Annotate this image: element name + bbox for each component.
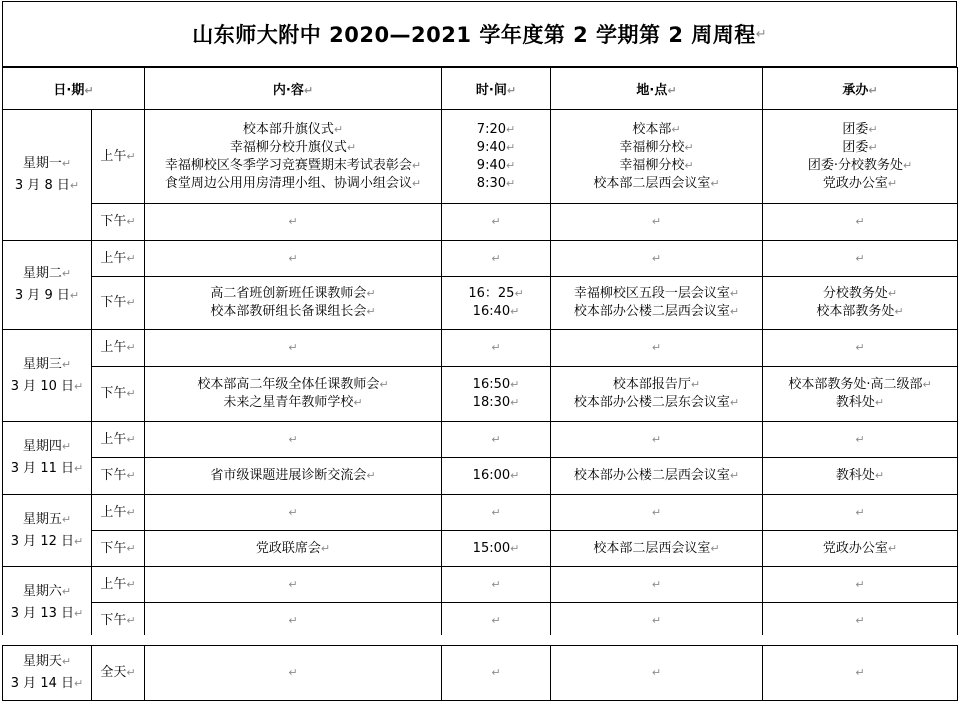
content-cell	[145, 646, 442, 701]
time-cell	[442, 495, 551, 531]
time-cell-line: 16：25↵	[468, 286, 524, 301]
content-cell	[145, 367, 442, 422]
day-label-line: 3 月 13 日↵	[10, 605, 84, 621]
paragraph-mark: ↵	[651, 505, 662, 519]
organizer-cell	[763, 567, 958, 603]
place-cell	[551, 241, 763, 277]
time-cell	[442, 367, 551, 422]
paragraph-mark: ↵	[288, 577, 298, 591]
organizer-cell	[763, 495, 958, 531]
day-label-line: 星期三↵	[22, 356, 72, 372]
place-cell	[551, 204, 763, 241]
place-cell-line: 校本部办公楼二层西会议室↵	[573, 468, 740, 483]
day-label-line: 3 月 11 日↵	[10, 461, 84, 476]
place-cell-line: 校本部二层西会议室↵	[593, 540, 720, 556]
time-cell-line: 8:30↵	[476, 175, 516, 191]
schedule-row-am	[3, 330, 958, 367]
organizer-cell-line: 教科处↵	[835, 395, 885, 410]
place-cell-line: 幸福柳校区五段一层会议室↵	[573, 286, 740, 301]
organizer-cell-line: 校本部教务处·高二级部↵	[788, 377, 932, 392]
content-cell	[145, 531, 442, 567]
paragraph-mark: ↵	[491, 432, 501, 446]
period-label: 下午↵	[92, 531, 145, 567]
content-cell	[145, 204, 442, 241]
content-cell-line: 校本部升旗仪式↵	[242, 121, 344, 137]
organizer-cell	[763, 603, 958, 639]
day-label-line: 3 月 8 日↵	[14, 178, 80, 193]
schedule-row-pm	[3, 367, 958, 422]
day-label-line: 星期四↵	[22, 439, 72, 454]
content-cell	[145, 603, 442, 639]
paragraph-mark: ↵	[651, 432, 662, 446]
day-label	[3, 567, 92, 639]
period-label: 下午↵	[92, 277, 145, 330]
organizer-cell	[763, 110, 958, 204]
paragraph-mark: ↵	[491, 666, 501, 679]
place-cell	[551, 531, 763, 567]
content-cell	[145, 458, 442, 495]
place-cell-line: 校本部↵	[632, 121, 681, 137]
day-label-line: 星期一↵	[22, 156, 72, 171]
organizer-cell-line: 党政办公室↵	[822, 540, 898, 556]
day-label-line: 星期二↵	[22, 266, 72, 281]
schedule-row-pm	[3, 204, 958, 241]
content-cell	[145, 241, 442, 277]
schedule-row-pm	[3, 277, 958, 330]
header-date: 日·期↵	[3, 68, 145, 110]
time-cell-line: 9:40↵	[476, 157, 516, 173]
header-organizer: 承办↵	[763, 68, 958, 110]
schedule-row-pm	[3, 603, 958, 639]
organizer-cell-line: 分校教务处↵	[822, 286, 898, 301]
paragraph-mark: ↵	[288, 505, 298, 519]
period-label: 下午↵	[92, 204, 145, 241]
time-cell-line: 16:40↵	[472, 304, 520, 319]
day-label	[3, 110, 92, 241]
place-cell	[551, 458, 763, 495]
period-label: 上午↵	[92, 241, 145, 277]
header-content: 内·容↵	[145, 68, 442, 110]
time-cell-line: 16:50↵	[472, 377, 520, 392]
page-title: 山东师大附中 2020—2021 学年度第 2 学期第 2 周周程	[192, 23, 756, 47]
paragraph-mark: ↵	[491, 577, 501, 591]
content-cell	[145, 422, 442, 458]
paragraph-mark: ↵	[288, 432, 298, 446]
organizer-cell-line: 教科处↵	[835, 468, 885, 483]
paragraph-mark: ↵	[288, 613, 298, 627]
sunday-table	[2, 645, 958, 701]
day-label-line: 3 月 14 日↵	[10, 676, 84, 691]
time-cell-line: 15:00↵	[472, 540, 520, 556]
day-label	[3, 422, 92, 495]
place-cell	[551, 603, 763, 639]
paragraph-mark: ↵	[755, 26, 767, 42]
day-label-line: 星期五↵	[22, 511, 72, 527]
day-label-line: 3 月 9 日↵	[14, 288, 80, 303]
period-label: 下午↵	[92, 603, 145, 639]
day-label	[3, 646, 92, 701]
content-cell-line: 校本部教研组长备课组长会↵	[210, 304, 376, 319]
schedule-row-pm	[3, 531, 958, 567]
period-label: 上午↵	[92, 422, 145, 458]
schedule-row-am	[3, 567, 958, 603]
period-label: 全天↵	[92, 646, 145, 701]
paragraph-mark: ↵	[491, 341, 501, 354]
day-label	[3, 241, 92, 330]
time-cell	[442, 241, 551, 277]
organizer-cell	[763, 241, 958, 277]
organizer-cell-line: 校本部教务处↵	[816, 304, 904, 319]
header-place: 地·点↵	[551, 68, 763, 110]
time-cell	[442, 603, 551, 639]
organizer-cell-line: 团委↵	[842, 139, 878, 155]
place-cell	[551, 646, 763, 701]
content-cell-line: 未来之星青年教师学校↵	[223, 395, 363, 410]
header-row	[3, 68, 958, 110]
day-label-line: 3 月 10 日↵	[10, 378, 84, 394]
schedule-row-am	[3, 422, 958, 458]
schedule-row-pm	[3, 458, 958, 495]
paragraph-mark: ↵	[855, 666, 865, 679]
paragraph-mark: ↵	[855, 341, 865, 354]
header-time: 时·间↵	[442, 68, 551, 110]
time-cell	[442, 204, 551, 241]
time-cell-line: 9:40↵	[476, 139, 516, 155]
content-cell	[145, 330, 442, 367]
paragraph-mark: ↵	[855, 215, 865, 228]
title-box	[2, 1, 957, 67]
paragraph-mark: ↵	[288, 251, 298, 265]
organizer-cell	[763, 204, 958, 241]
content-cell-line: 校本部高二年级全体任课教师会↵	[197, 377, 389, 392]
place-cell-line: 校本部办公楼二层东会议室↵	[573, 395, 740, 410]
paragraph-mark: ↵	[855, 577, 865, 591]
period-label: 下午↵	[92, 367, 145, 422]
paragraph-mark: ↵	[651, 613, 662, 627]
day-label	[3, 330, 92, 422]
time-cell	[442, 422, 551, 458]
place-cell-line: 校本部办公楼二层西会议室↵	[573, 304, 740, 319]
organizer-cell	[763, 422, 958, 458]
organizer-cell	[763, 330, 958, 367]
schedule-row-am	[3, 495, 958, 531]
paragraph-mark: ↵	[651, 215, 662, 228]
place-cell-line: 校本部二层西会议室↵	[593, 175, 720, 191]
period-label: 上午↵	[92, 330, 145, 367]
period-label: 下午↵	[92, 458, 145, 495]
schedule-row-am	[3, 110, 958, 204]
page-break-gap	[0, 635, 960, 645]
time-cell	[442, 646, 551, 701]
day-label-line: 3 月 12 日↵	[10, 533, 84, 549]
time-cell	[442, 458, 551, 495]
time-cell	[442, 567, 551, 603]
content-cell	[145, 277, 442, 330]
paragraph-mark: ↵	[491, 251, 501, 265]
paragraph-mark: ↵	[491, 215, 501, 228]
organizer-cell	[763, 646, 958, 701]
schedule-row-allday	[3, 646, 958, 701]
paragraph-mark: ↵	[288, 341, 298, 354]
content-cell-line: 高二省班创新班任课教师会↵	[210, 286, 376, 301]
place-cell	[551, 277, 763, 330]
time-cell-line: 16:00↵	[472, 468, 520, 483]
time-cell	[442, 277, 551, 330]
time-cell	[442, 330, 551, 367]
organizer-cell	[763, 277, 958, 330]
place-cell-line: 校本部报告厅↵	[612, 377, 701, 392]
organizer-cell-line: 党政办公室↵	[822, 175, 898, 191]
place-cell	[551, 367, 763, 422]
organizer-cell	[763, 458, 958, 495]
content-cell-line: 食堂周边公用用房清理小组、协调小组会议↵	[164, 175, 422, 191]
paragraph-mark: ↵	[288, 215, 298, 228]
time-cell-line: 18:30↵	[472, 395, 520, 410]
paragraph-mark: ↵	[491, 505, 501, 519]
paragraph-mark: ↵	[855, 251, 865, 265]
time-cell-line: 7:20↵	[476, 121, 516, 137]
period-label: 上午↵	[92, 567, 145, 603]
organizer-cell	[763, 367, 958, 422]
place-cell-line: 幸福柳分校↵	[619, 139, 694, 155]
content-cell-line: 幸福柳校区冬季学习竞赛暨期末考试表彰会↵	[164, 157, 422, 173]
content-cell	[145, 495, 442, 531]
paragraph-mark: ↵	[651, 577, 662, 591]
place-cell-line: 幸福柳分校↵	[619, 157, 694, 173]
time-cell	[442, 110, 551, 204]
paragraph-mark: ↵	[651, 341, 662, 354]
schedule-table	[2, 67, 958, 639]
paragraph-mark: ↵	[855, 505, 865, 519]
place-cell	[551, 495, 763, 531]
paragraph-mark: ↵	[855, 432, 865, 446]
place-cell	[551, 422, 763, 458]
place-cell	[551, 330, 763, 367]
period-label: 上午↵	[92, 110, 145, 204]
organizer-cell	[763, 531, 958, 567]
organizer-cell-line: 团委↵	[842, 121, 878, 137]
day-label-line: 星期天↵	[22, 654, 72, 669]
time-cell	[442, 531, 551, 567]
paragraph-mark: ↵	[491, 613, 501, 627]
period-label: 上午↵	[92, 495, 145, 531]
content-cell	[145, 110, 442, 204]
place-cell	[551, 567, 763, 603]
content-cell	[145, 567, 442, 603]
place-cell	[551, 110, 763, 204]
paragraph-mark: ↵	[651, 666, 662, 679]
schedule-row-am	[3, 241, 958, 277]
content-cell-line: 幸福柳分校升旗仪式↵	[229, 139, 357, 155]
day-label	[3, 495, 92, 567]
paragraph-mark: ↵	[855, 613, 865, 627]
content-cell-line: 党政联席会↵	[255, 540, 331, 556]
paragraph-mark: ↵	[288, 666, 298, 679]
organizer-cell-line: 团委·分校教务处↵	[807, 157, 913, 173]
content-cell-line: 省市级课题进展诊断交流会↵	[210, 468, 376, 483]
day-label-line: 星期六↵	[22, 583, 72, 599]
paragraph-mark: ↵	[651, 251, 662, 265]
